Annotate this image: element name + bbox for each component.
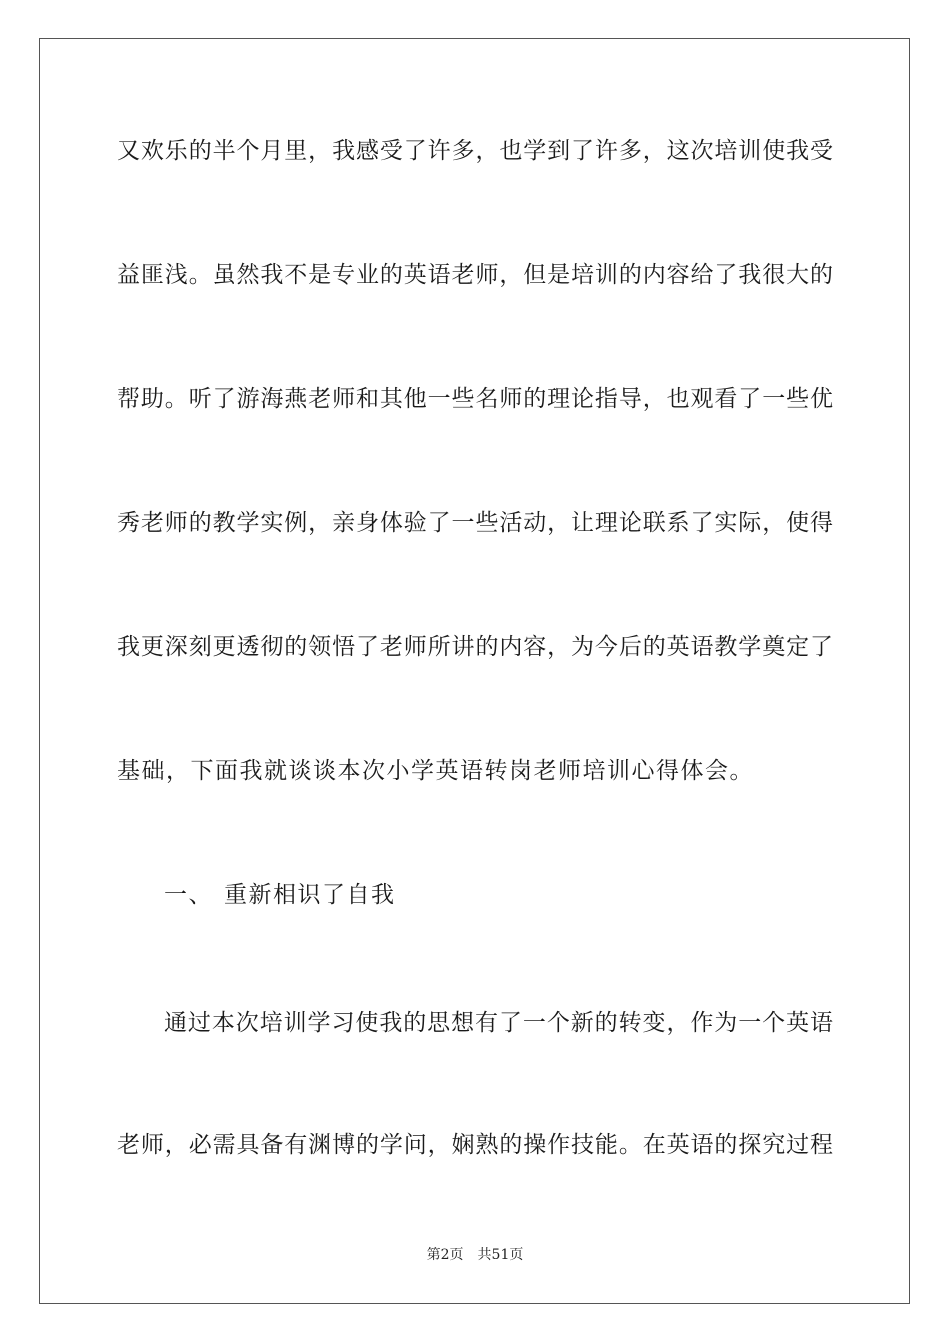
body-line-5: 我更深刻更透彻的领悟了老师所讲的内容，为今后的英语教学奠定了 (117, 634, 833, 660)
body-line-1: 又欢乐的半个月里，我感受了许多，也学到了许多，这次培训使我受 (117, 138, 833, 164)
page-total: 共51页 (477, 1247, 524, 1263)
page-number: 第2页 (426, 1247, 464, 1263)
section-heading (164, 880, 396, 910)
page-border (39, 38, 910, 1304)
body-line-2: 益匪浅。虽然我不是专业的英语老师，但是培训的内容给了我很大的 (117, 262, 833, 288)
body-line-4: 秀老师的教学实例，亲身体验了一些活动，让理论联系了实际，使得 (117, 510, 833, 536)
para2-line-2: 老师，必需具备有渊博的学问，娴熟的操作技能。在英语的探究过程 (117, 1132, 833, 1158)
para2-line-1: 通过本次培训学习使我的思想有了一个新的转变，作为一个英语 (164, 1010, 833, 1036)
body-line-6: 基础，下面我就谈谈本次小学英语转岗老师培训心得体会。 (117, 758, 754, 784)
page-footer (0, 1246, 950, 1264)
body-line-3: 帮助。听了游海燕老师和其他一些名师的理论指导，也观看了一些优 (117, 386, 833, 412)
section-heading-text: 重新相识了自我 (224, 882, 396, 908)
section-heading-number: 一、 (164, 882, 213, 908)
